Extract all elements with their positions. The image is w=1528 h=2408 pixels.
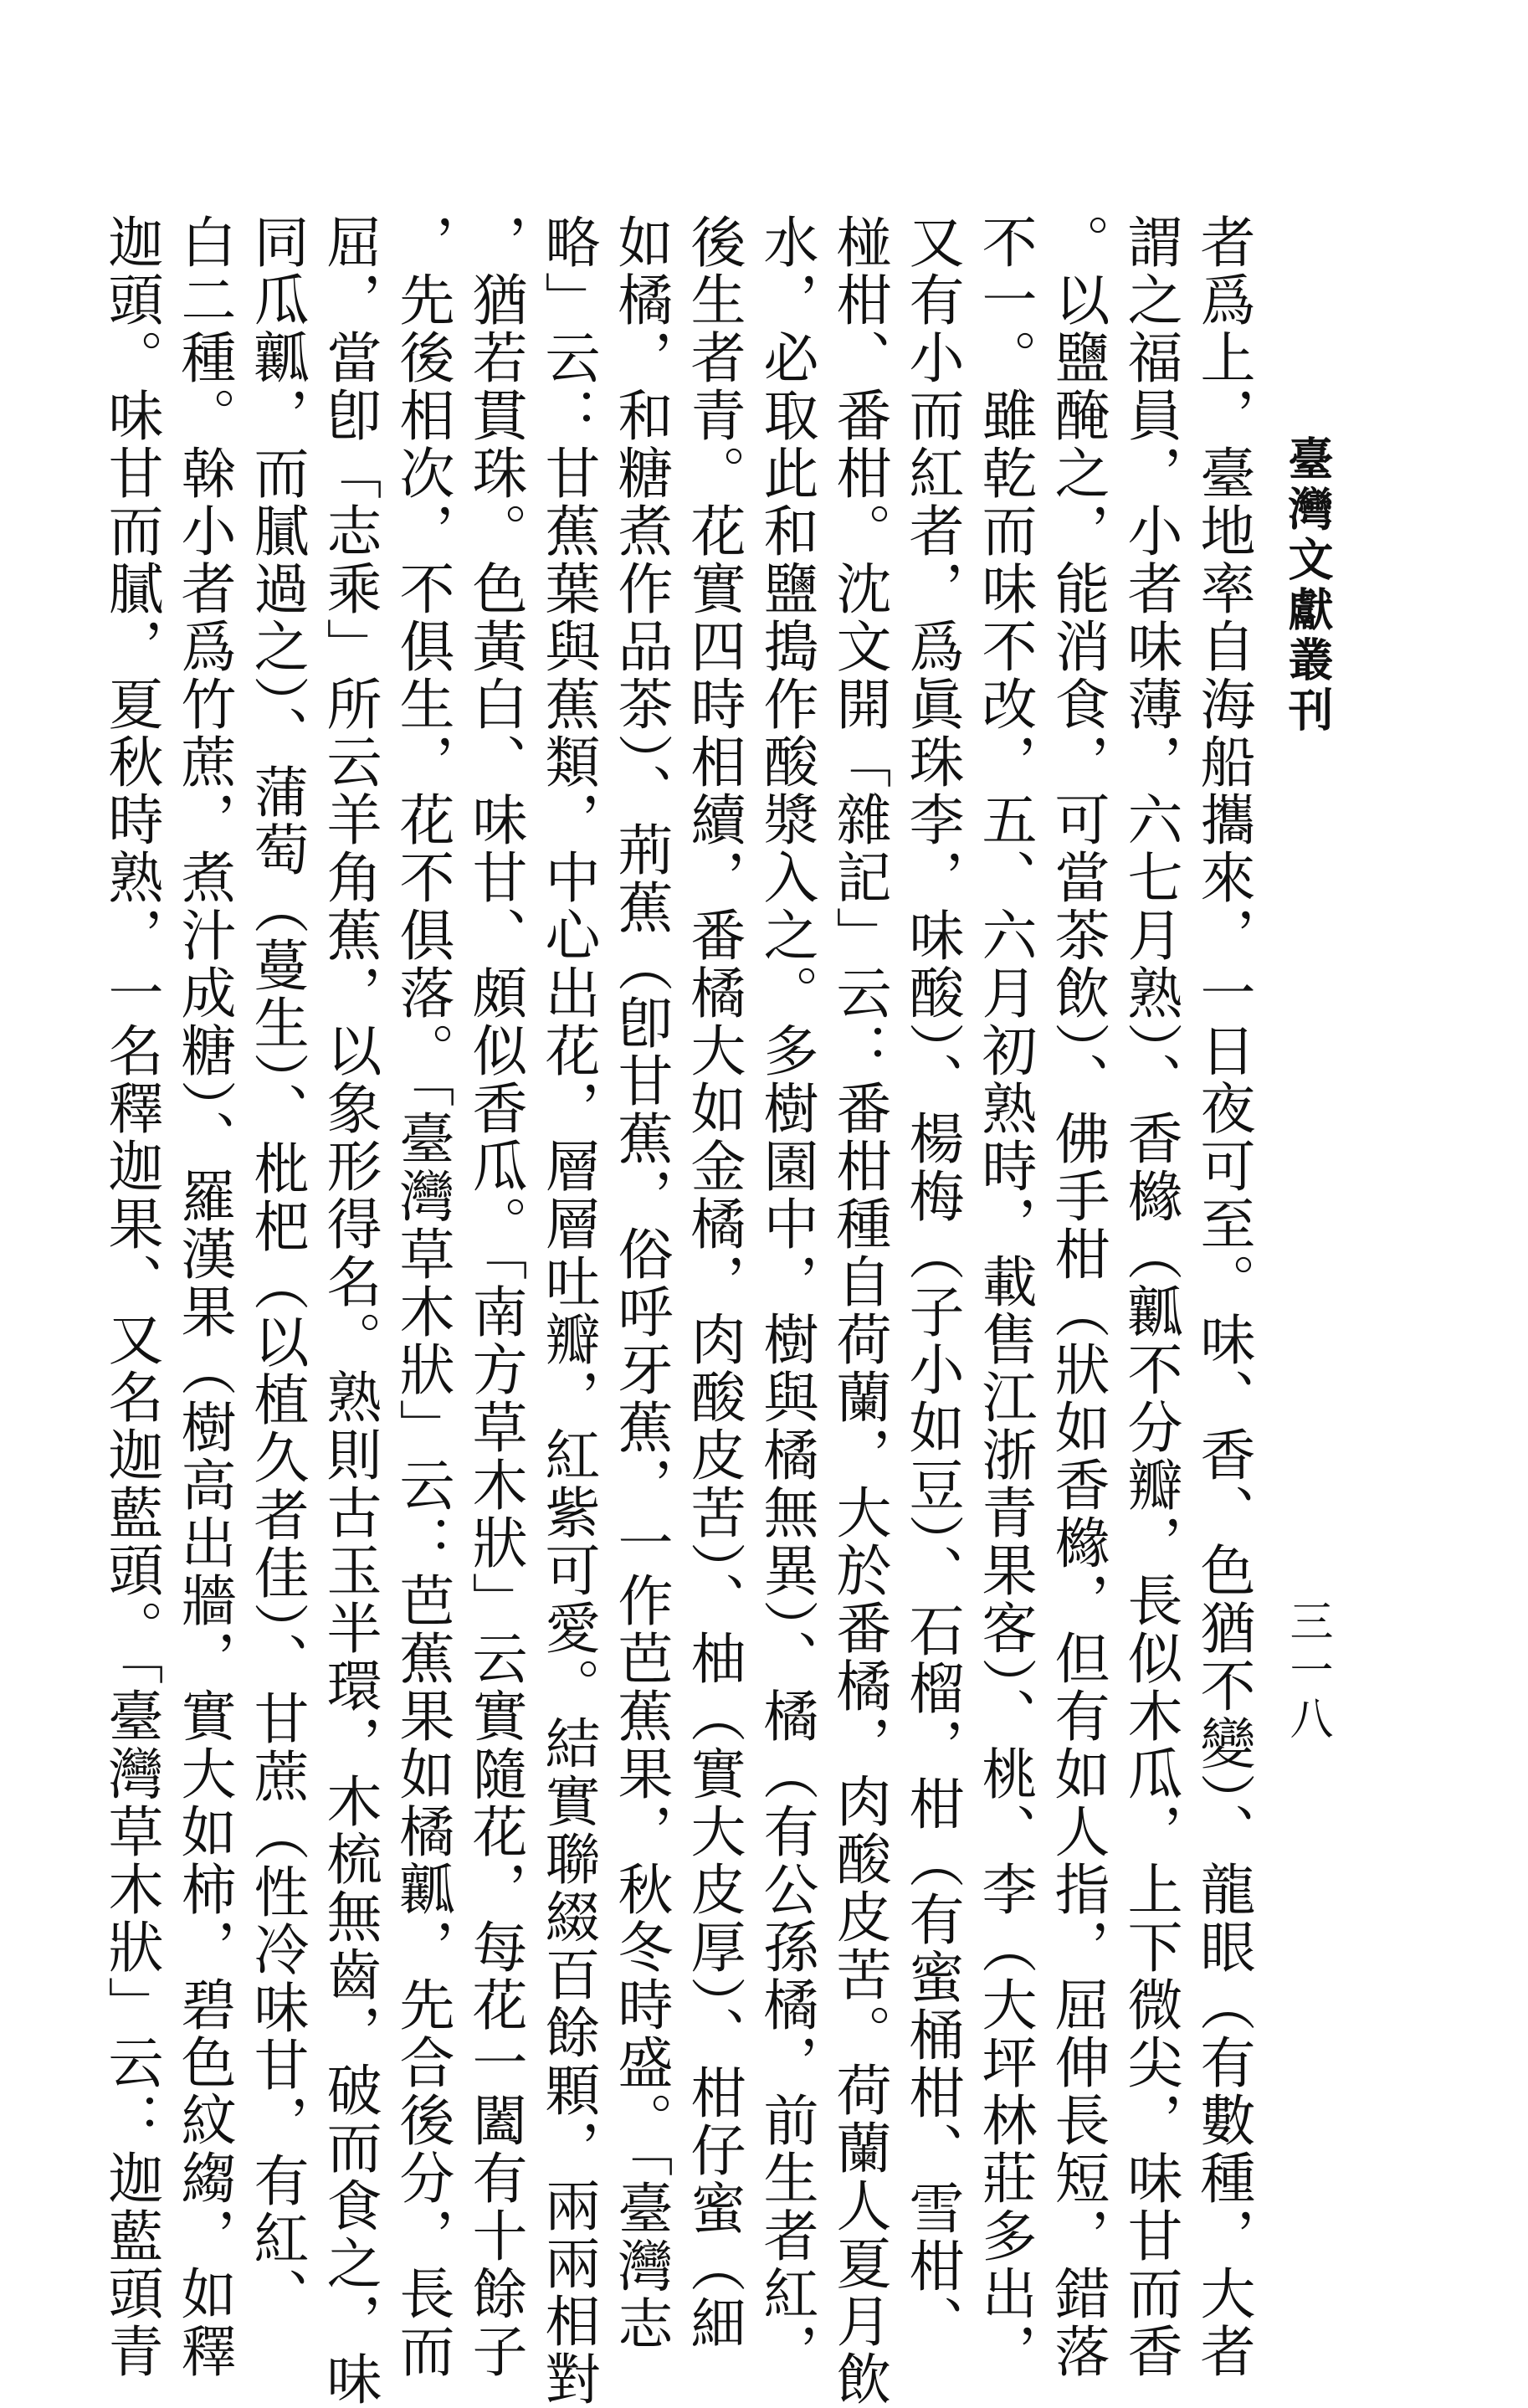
text-column-9: 如橘，和糖煮作品茶）、荊蕉（卽甘蕉，俗呼牙蕉，一作芭蕉果，秋冬時盛。「臺灣志: [608, 213, 673, 2353]
text-column-11: ，猶若貫珠。色黃白、味甘、頗似香瓜。「南方草木狀」云實隨花，每花一闔有十餘子: [463, 213, 527, 2380]
running-title: 臺灣文獻叢刊: [1281, 435, 1335, 737]
text-column-3: 。以鹽醃之，能消食，可當茶飲）、佛手柑（狀如香櫞，但有如人指，屈伸長短，錯落: [1045, 213, 1110, 2380]
text-column-15: 白二種。榦小者爲竹蔗，煮汁成糖）、羅漢果（樹高出牆，實大如柿，碧色紋縐，如釋: [172, 213, 236, 2380]
text-column-1: 者爲上，臺地率自海船攜來，一日夜可至。味、香、色猶不變）、龍眼（有數種，大者: [1191, 213, 1255, 2380]
text-column-7: 水，必取此和鹽搗作酸漿入之。多樹園中，樹與橘無異）、橘（有公孫橘，前生者紅，: [754, 213, 818, 2380]
text-column-6: 椪柑、番柑。沈文開「雜記」云：番柑種自荷蘭，大於番橘，肉酸皮苦。荷蘭人夏月飲: [827, 213, 891, 2408]
text-column-2: 謂之福員，小者味薄，六七月熟）、香櫞（瓤不分瓣，長似木瓜，上下微尖，味甘而香: [1118, 213, 1182, 2380]
text-column-4: 不一。雖乾而味不改，五、六月初熟時，載售江浙青果客）、桃、李（大坪林莊多出，: [972, 213, 1037, 2380]
page-number: 三一八: [1282, 1599, 1332, 1744]
text-column-10: 略」云：甘蕉葉與蕉類，中心出花，層層吐瓣，紅紫可愛。結實聯綴百餘顆，兩兩相對: [536, 213, 600, 2408]
text-column-12: ，先後相次，不俱生，花不俱落。「臺灣草木狀」云：芭蕉果如橘瓤，先合後分，長而: [390, 213, 454, 2380]
text-column-8: 後生者青。花實四時相續，番橘大如金橘，肉酸皮苦）、柚（實大皮厚）、柑仔蜜（細: [681, 213, 746, 2353]
body-text: [99, 213, 1259, 2408]
text-column-16: 迦頭。味甘而膩，夏秋時熟，一名釋迦果、又名迦藍頭。「臺灣草木狀」云：迦藍頭青: [99, 213, 163, 2380]
text-column-5: 又有小而紅者，爲眞珠李，味酸）、楊梅（子小如豆）、石榴，柑（有蜜桶柑、雪柑、: [900, 213, 964, 2353]
text-column-13: 屈，當卽「志乘」所云羊角蕉，以象形得名。熟則古玉半環，木梳無齒，破而食之，味: [317, 213, 382, 2408]
text-column-14: 同瓜瓤，而膩過之）、蒲萄（蔓生）、枇杷（以植久者佳）、甘蔗（性冷味甘，有紅、: [244, 213, 309, 2325]
